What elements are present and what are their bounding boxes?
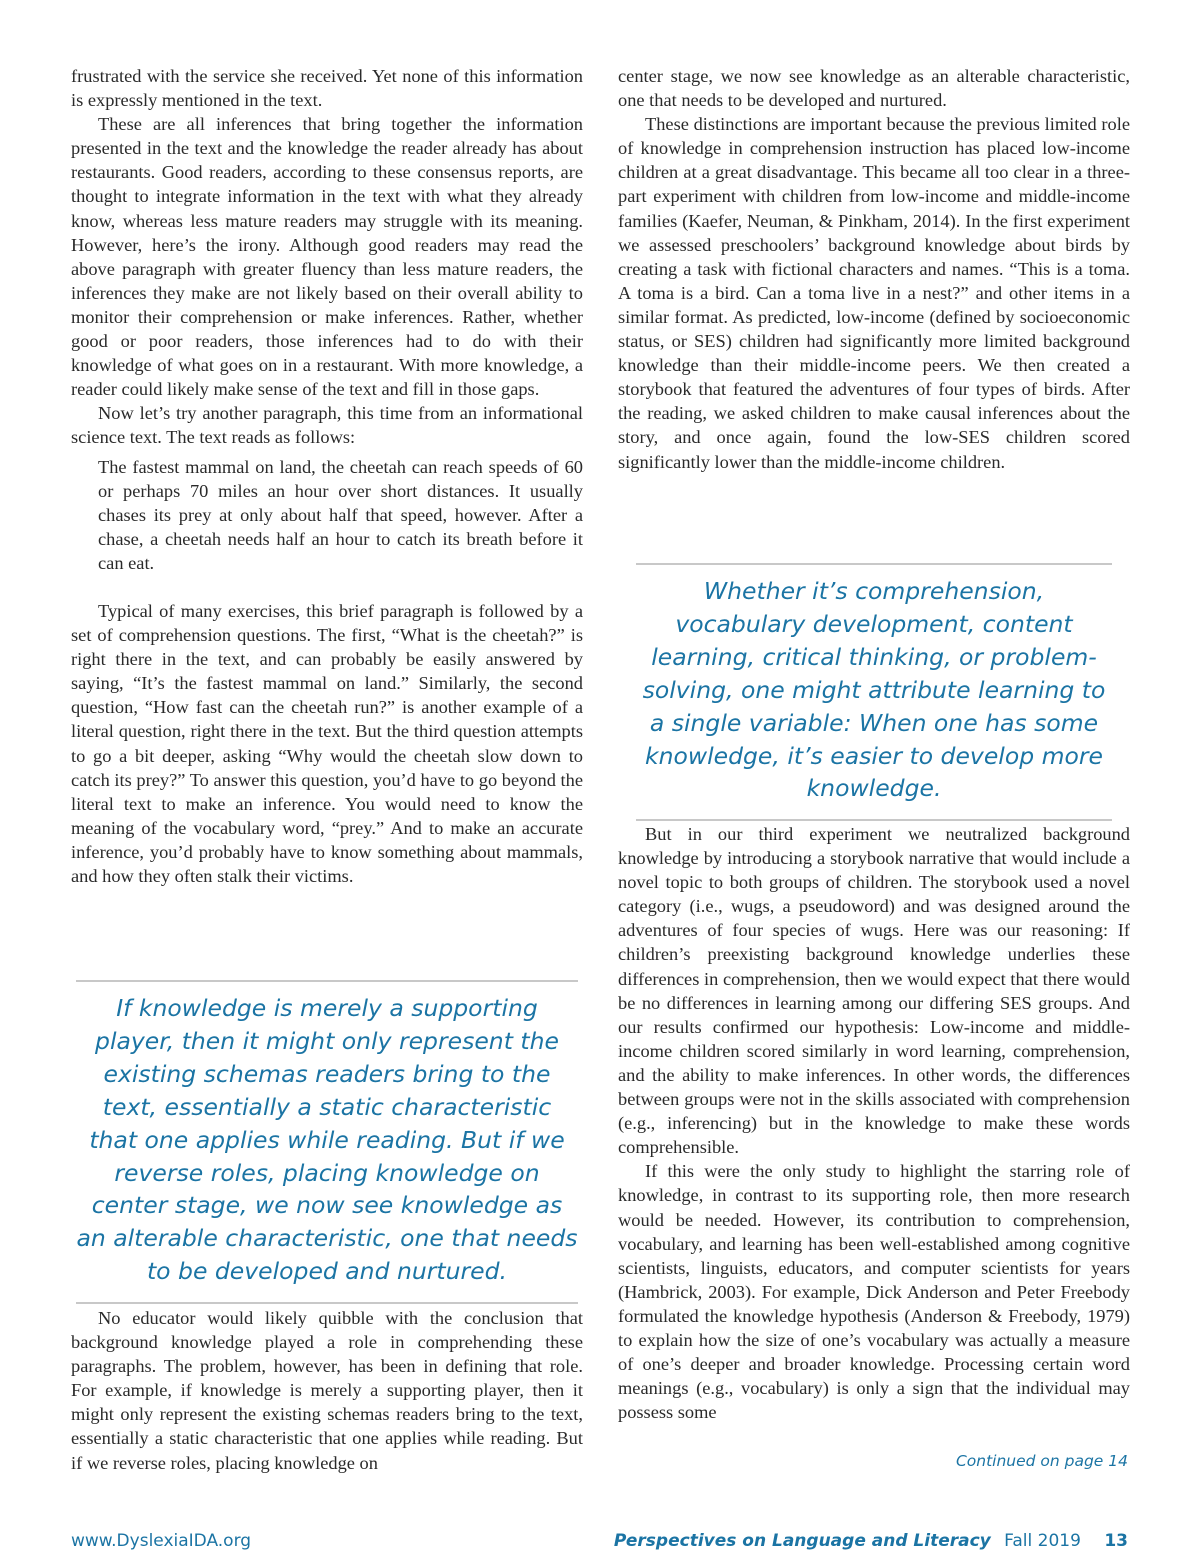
continued-note: Continued on page 14 bbox=[955, 1452, 1128, 1470]
journal-title: Perspectives on Language and Literacy bbox=[613, 1531, 991, 1551]
left-column-bottom bbox=[71, 1306, 583, 1475]
paragraph: These are all inferences that bring together the information presented in the text and the knowledge the reader already has about restaurants. Good readers, according to these consensus reports, are thought to integrate information in the text with what they already know, whereas less mature readers may struggle with its meaning. However, here’s the irony. Although good readers may read the above paragraph with greater fluency than less mature readers, the inferences they make are not likely based on their overall ability to monitor their comprehension or make inferences. Rather, whether good or poor readers, those inferences had to do with their knowledge of what goes on in a restaurant. With more knowledge, a reader could likely make sense of the text and fill in those gaps. bbox=[71, 114, 583, 400]
footer-publication bbox=[614, 1531, 1128, 1551]
right-column-bottom bbox=[618, 822, 1130, 1424]
paragraph: No educator would likely quibble with the conclusion that background knowledge played a role in comprehending these paragraphs. The problem, however, has been in defining that role. For example, if knowledge is merely a supporting player, then it might only represent the existing schemas readers bring to the text, essentially a static characteristic that one applies while reading. But if we reverse roles, placing knowledge on bbox=[71, 1308, 583, 1473]
paragraph: Now let’s try another paragraph, this time from an informational science text. The text reads as follows: bbox=[71, 403, 583, 448]
footer-website-link[interactable]: www.DyslexiaIDA.org bbox=[71, 1531, 252, 1551]
page-footer bbox=[71, 1531, 1128, 1555]
issue-label: Fall 2019 bbox=[1004, 1531, 1081, 1551]
pull-quote-right: Whether it’s comprehension, vocabulary development, content learning, critical thinking, or problem-solving, one might attribute learning to a single variable: When one has some knowledge, it’s easier to develop more knowledge. bbox=[636, 563, 1112, 821]
page-number: 13 bbox=[1104, 1531, 1128, 1551]
paragraph: frustrated with the service she received. Yet none of this information is expressly mentioned in the text. bbox=[71, 66, 583, 111]
right-column bbox=[618, 64, 1130, 474]
block-quote: The fastest mammal on land, the cheetah can reach speeds of 60 or perhaps 70 miles an hour over short distances. It usually chases its prey at only about half that speed, however. After a chase, a cheetah needs half an hour to catch its breath before it can eat. bbox=[98, 456, 583, 573]
paragraph: Typical of many exercises, this brief paragraph is followed by a set of comprehension questions. The first, “What is the cheetah?” is right there in the text, and can probably be easily answered by saying, “It’s the fastest mammal on land.” Similarly, the second question, “How fast can the cheetah run?” is another example of a literal question, right there in the text. But the third question attempts to go a bit deeper, asking “Why would the cheetah slow down to catch its prey?” To answer this question, you’d have to go beyond the literal text to make an inference. You would need to know the meaning of the vocabulary word, “prey.” And to make an accurate inference, you’d probably have to know something about mammals, and how they often stalk their victims. bbox=[71, 600, 583, 886]
paragraph: These distinctions are important because the previous limited role of knowledge in comprehension instruction has placed low-income children at a great disadvantage. This became all too clear in a three-part experiment with children from low-income and middle-income families (Kaefer, Neuman, & Pinkham, 2014). In the first experiment we assessed preschoolers’ background knowledge about birds by creating a task with fictional characters and names. “This is a toma. A toma is a bird. Can a toma live in a nest?” and other items in a similar format. As predicted, low-income (defined by socioeconomic status, or SES) children had significantly more limited background knowledge than their middle-income peers. We then created a storybook that featured the adventures of four types of birds. After the reading, we asked children to make causal inferences about the story, and once again, found the low-SES children scored significantly lower than the middle-income children. bbox=[618, 114, 1130, 472]
paragraph: If this were the only study to highlight the starring role of knowledge, in contrast to its supporting role, then more research would be needed. However, its contribution to comprehension, vocabulary, and learning has been well-established among cognitive scientists, linguists, educators, and computer scientists for years (Hambrick, 2003). For example, Dick Anderson and Peter Freebody formulated the knowledge hypothesis (Anderson & Freebody, 1979) to explain how the size of one’s vocabulary was actually a measure of one’s deeper and broader knowledge. Processing certain word meanings (e.g., vocabulary) is only a sign that the individual may possess some bbox=[618, 1161, 1130, 1423]
left-column bbox=[71, 64, 583, 888]
pull-quote-left: If knowledge is merely a supporting player, then it might only represent the existing schemas readers bring to the text, essentially a static characteristic that one applies while reading. But if we reverse roles, placing knowledge on center stage, we now see knowledge as an alterable characteristic, one that needs to be developed and nurtured. bbox=[76, 980, 578, 1304]
paragraph: center stage, we now see knowledge as an alterable characteristic, one that needs to be developed and nurtured. bbox=[618, 66, 1130, 111]
paragraph: But in our third experiment we neutralized background knowledge by introducing a storybook narrative that would include a novel topic to both groups of children. The storybook used a novel category (i.e., wugs, a pseudoword) and was designed around the adventures of four species of wugs. Here was our reasoning: If children’s preexisting background knowledge underlies these differences in comprehension, then we would expect that there would be no differences in learning among our differing SES groups. And our results confirmed our hypothesis: Low-income and middle-income children scored similarly in word learning, comprehension, and the ability to make inferences. In other words, the differences between groups were not in the skills associated with comprehension (e.g., inferencing) but in the knowledge to make these words comprehensible. bbox=[618, 824, 1130, 1158]
